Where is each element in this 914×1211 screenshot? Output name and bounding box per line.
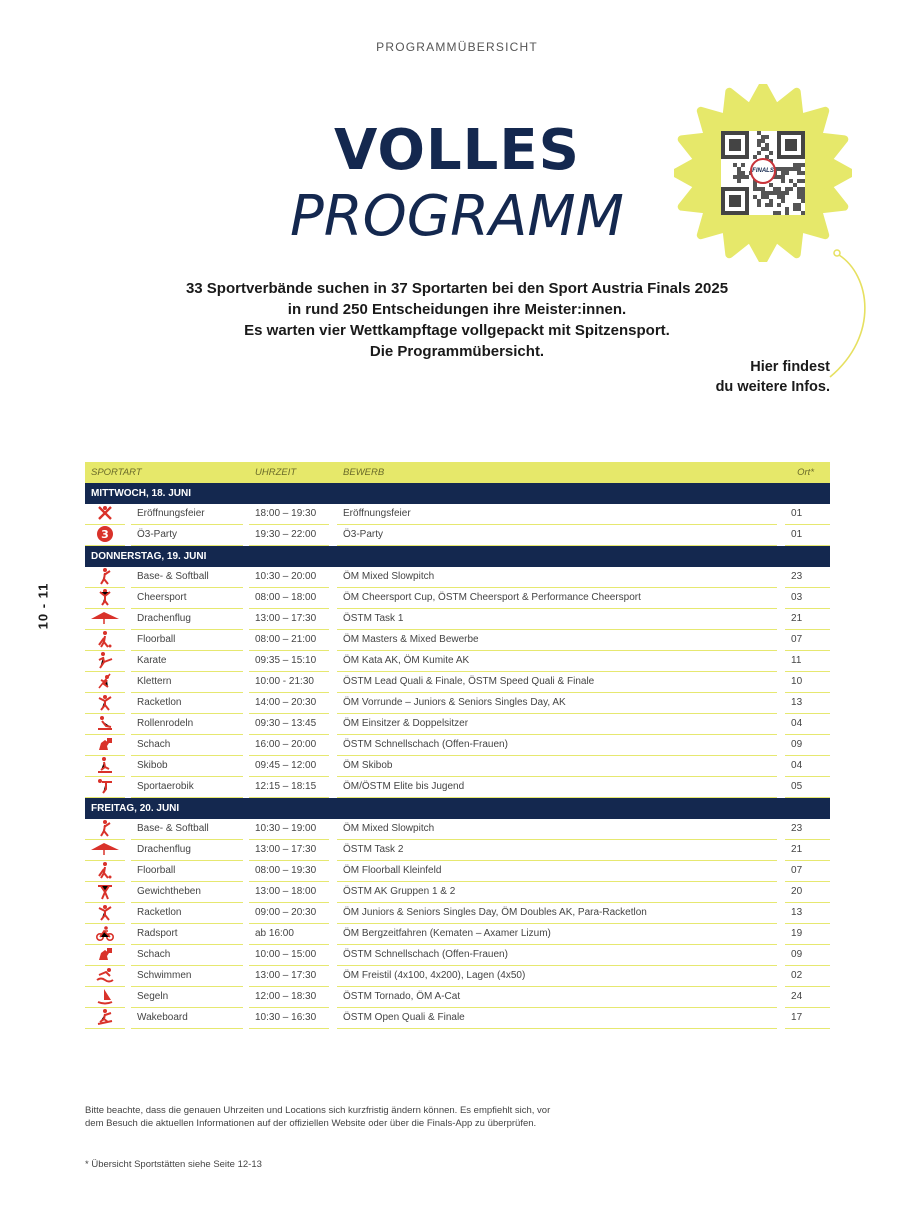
table-row <box>85 987 830 1008</box>
venue-number: 11 <box>785 651 830 672</box>
time-range: 13:00 – 17:30 <box>249 966 329 987</box>
sport-name: Base- & Softball <box>131 567 243 588</box>
baseball-icon <box>96 567 114 585</box>
day-label: MITTWOCH, 18. JUNI <box>85 483 830 504</box>
table-row <box>85 630 830 651</box>
table-row <box>85 672 830 693</box>
time-range: 09:35 – 15:10 <box>249 651 329 672</box>
event-name: ÖM/ÖSTM Elite bis Jugend <box>337 777 777 798</box>
skibob-icon <box>96 756 114 774</box>
hint-line: du weitere Infos. <box>715 379 830 395</box>
time-range: 08:00 – 21:00 <box>249 630 329 651</box>
oe3-logo-icon <box>96 525 114 543</box>
time-range: 19:30 – 22:00 <box>249 525 329 546</box>
venue-number: 20 <box>785 882 830 903</box>
table-header-row <box>85 462 830 483</box>
sport-name: Schach <box>131 945 243 966</box>
time-range: 10:00 – 15:00 <box>249 945 329 966</box>
sport-icon-cell <box>85 714 125 735</box>
aerobics-icon <box>96 777 114 795</box>
hang-glider-icon <box>90 609 120 627</box>
sport-icon-cell <box>85 903 125 924</box>
day-label: FREITAG, 20. JUNI <box>85 798 830 819</box>
event-name: ÖM Freistil (4x100, 4x200), Lagen (4x50) <box>337 966 777 987</box>
venue-number: 10 <box>785 672 830 693</box>
time-range: 09:45 – 12:00 <box>249 756 329 777</box>
intro-line: 33 Sportverbände suchen in 37 Sportarten bei den Sport Austria Finals 2025 <box>185 280 729 297</box>
sport-name: Schwimmen <box>131 966 243 987</box>
table-row <box>85 525 830 546</box>
intro-text <box>0 278 914 362</box>
table-row <box>85 945 830 966</box>
event-name: ÖM Mixed Slowpitch <box>337 567 777 588</box>
sport-icon-cell <box>85 819 125 840</box>
venue-number: 24 <box>785 987 830 1008</box>
event-name: ÖSTM Task 2 <box>337 840 777 861</box>
sport-name: Racketlon <box>131 903 243 924</box>
sport-icon-cell <box>85 966 125 987</box>
table-row <box>85 840 830 861</box>
intro-line: Die Programmübersicht. <box>369 343 545 360</box>
time-range: 09:00 – 20:30 <box>249 903 329 924</box>
time-range: 10:30 – 20:00 <box>249 567 329 588</box>
page-number-text: 10 - 11 <box>35 582 51 630</box>
sport-name: Cheersport <box>131 588 243 609</box>
venue-number: 05 <box>785 777 830 798</box>
chess-icon <box>96 735 114 753</box>
venue-number: 13 <box>785 903 830 924</box>
day-header-row <box>85 798 830 819</box>
sport-icon-cell <box>85 945 125 966</box>
time-range: 13:00 – 17:30 <box>249 609 329 630</box>
sport-icon-cell <box>85 567 125 588</box>
table-row <box>85 819 830 840</box>
col-header-event: BEWERB <box>337 462 785 483</box>
sport-icon-cell <box>85 882 125 903</box>
racketlon-icon <box>96 693 114 711</box>
sport-name: Sportaerobik <box>131 777 243 798</box>
time-range: 09:30 – 13:45 <box>249 714 329 735</box>
venue-number: 04 <box>785 714 830 735</box>
weightlifting-icon <box>96 882 114 900</box>
event-name: ÖSTM AK Gruppen 1 & 2 <box>337 882 777 903</box>
time-range: ab 16:00 <box>249 924 329 945</box>
event-name: ÖM Mixed Slowpitch <box>337 819 777 840</box>
sport-icon-cell <box>85 651 125 672</box>
table-row <box>85 756 830 777</box>
time-range: 08:00 – 19:30 <box>249 861 329 882</box>
col-header-sport: SPORTART <box>85 462 249 483</box>
swimming-icon <box>96 966 114 984</box>
note-line: Bitte beachte, dass die genauen Uhrzeiten und Locations sich kurzfristig ändern können. Es empfiehlt sich, vor <box>85 1105 551 1116</box>
time-range: 14:00 – 20:30 <box>249 693 329 714</box>
col-header-ort: Ort* <box>785 462 830 483</box>
venue-number: 23 <box>785 819 830 840</box>
table-row <box>85 924 830 945</box>
time-range: 10:30 – 19:00 <box>249 819 329 840</box>
sport-name: Gewichtheben <box>131 882 243 903</box>
table-row <box>85 903 830 924</box>
event-name: ÖM Kata AK, ÖM Kumite AK <box>337 651 777 672</box>
venue-number: 19 <box>785 924 830 945</box>
hint-line: Hier findest <box>750 359 830 375</box>
sport-name: Klettern <box>131 672 243 693</box>
day-header-row <box>85 546 830 567</box>
event-name: ÖSTM Task 1 <box>337 609 777 630</box>
venue-number: 02 <box>785 966 830 987</box>
floorball-icon <box>96 861 114 879</box>
venue-number: 13 <box>785 693 830 714</box>
table-row <box>85 777 830 798</box>
program-table <box>85 462 830 1029</box>
sport-name: Ö3-Party <box>131 525 243 546</box>
disclaimer-note <box>85 1104 605 1130</box>
event-name: ÖSTM Schnellschach (Offen-Frauen) <box>337 735 777 756</box>
table-row <box>85 651 830 672</box>
event-name: ÖM Skibob <box>337 756 777 777</box>
table-row <box>85 966 830 987</box>
time-range: 12:00 – 18:30 <box>249 987 329 1008</box>
hang-glider-icon <box>90 840 120 858</box>
sport-icon-cell <box>85 735 125 756</box>
sport-icon-cell <box>85 840 125 861</box>
time-range: 13:00 – 17:30 <box>249 840 329 861</box>
sport-icon-cell <box>85 609 125 630</box>
event-name: ÖM Floorball Kleinfeld <box>337 861 777 882</box>
sport-icon-cell <box>85 924 125 945</box>
title-programm: PROGRAMM <box>289 184 624 249</box>
wakeboard-icon <box>96 1008 114 1026</box>
sport-name: Rollenrodeln <box>131 714 243 735</box>
sport-name: Segeln <box>131 987 243 1008</box>
time-range: 13:00 – 18:00 <box>249 882 329 903</box>
table-row <box>85 735 830 756</box>
sport-icon-cell <box>85 861 125 882</box>
finals-badge: FINALS <box>750 158 776 184</box>
event-name: ÖSTM Tornado, ÖM A-Cat <box>337 987 777 1008</box>
sport-name: Karate <box>131 651 243 672</box>
intro-line: in rund 250 Entscheidungen ihre Meister:innen. <box>287 301 627 318</box>
venue-number: 23 <box>785 567 830 588</box>
table-row <box>85 609 830 630</box>
table-row <box>85 588 830 609</box>
time-range: 10:00 - 21:30 <box>249 672 329 693</box>
table-row <box>85 693 830 714</box>
sport-icon-cell <box>85 1008 125 1029</box>
footnote: * Übersicht Sportstätten siehe Seite 12-13 <box>85 1159 262 1170</box>
sport-icon-cell <box>85 504 125 525</box>
sport-icon-cell <box>85 693 125 714</box>
event-name: ÖM Juniors & Seniors Singles Day, ÖM Doubles AK, Para-Racketlon <box>337 903 777 924</box>
venue-number: 01 <box>785 504 830 525</box>
col-header-time: UHRZEIT <box>249 462 337 483</box>
sport-name: Skibob <box>131 756 243 777</box>
venue-number: 17 <box>785 1008 830 1029</box>
climbing-icon <box>96 672 114 690</box>
venue-number: 04 <box>785 756 830 777</box>
event-name: ÖM Masters & Mixed Bewerbe <box>337 630 777 651</box>
venue-number: 21 <box>785 609 830 630</box>
day-label: DONNERSTAG, 19. JUNI <box>85 546 830 567</box>
note-line: dem Besuch die aktuellen Informationen auf der offiziellen Website oder über die Finals-App zu überprüfen. <box>85 1118 537 1129</box>
baseball-icon <box>96 819 114 837</box>
venue-number: 07 <box>785 861 830 882</box>
sport-icon-cell <box>85 777 125 798</box>
title-volles: VOLLES <box>334 118 580 183</box>
sport-name: Floorball <box>131 861 243 882</box>
sport-icon-cell <box>85 588 125 609</box>
venue-number: 21 <box>785 840 830 861</box>
venue-number: 03 <box>785 588 830 609</box>
event-name: ÖM Cheersport Cup, ÖSTM Cheersport & Performance Cheersport <box>337 588 777 609</box>
cheerleading-icon <box>96 588 114 606</box>
sport-icon-cell <box>85 672 125 693</box>
table-row <box>85 861 830 882</box>
sport-icon-cell <box>85 987 125 1008</box>
venue-number: 01 <box>785 525 830 546</box>
event-name: ÖM Einsitzer & Doppelsitzer <box>337 714 777 735</box>
karate-icon <box>96 651 114 669</box>
qr-hint <box>660 357 830 397</box>
page-number <box>30 575 56 637</box>
sport-name: Radsport <box>131 924 243 945</box>
svg-text:3: 3 <box>101 528 109 542</box>
time-range: 18:00 – 19:30 <box>249 504 329 525</box>
sport-name: Base- & Softball <box>131 819 243 840</box>
sport-name: Eröffnungsfeier <box>131 504 243 525</box>
event-name: ÖSTM Schnellschach (Offen-Frauen) <box>337 945 777 966</box>
event-name: ÖSTM Open Quali & Finale <box>337 1008 777 1029</box>
time-range: 12:15 – 18:15 <box>249 777 329 798</box>
table-row <box>85 567 830 588</box>
event-name: ÖM Bergzeitfahren (Kematen – Axamer Lizum) <box>337 924 777 945</box>
sport-name: Drachenflug <box>131 609 243 630</box>
event-name: Ö3-Party <box>337 525 777 546</box>
venue-number: 09 <box>785 735 830 756</box>
sport-name: Drachenflug <box>131 840 243 861</box>
table-row <box>85 504 830 525</box>
event-name: Eröffnungsfeier <box>337 504 777 525</box>
day-header-row <box>85 483 830 504</box>
sport-icon-cell <box>85 630 125 651</box>
cycling-icon <box>96 924 114 942</box>
event-name: ÖM Vorrunde – Juniors & Seniors Singles Day, AK <box>337 693 777 714</box>
sport-name: Schach <box>131 735 243 756</box>
time-range: 10:30 – 16:30 <box>249 1008 329 1029</box>
chess-icon <box>96 945 114 963</box>
floorball-icon <box>96 630 114 648</box>
luge-icon <box>96 714 114 732</box>
venue-number: 07 <box>785 630 830 651</box>
table-row <box>85 882 830 903</box>
event-name: ÖSTM Lead Quali & Finale, ÖSTM Speed Quali & Finale <box>337 672 777 693</box>
time-range: 16:00 – 20:00 <box>249 735 329 756</box>
time-range: 08:00 – 18:00 <box>249 588 329 609</box>
venue-number: 09 <box>785 945 830 966</box>
intro-line: Es warten vier Wettkampftage vollgepackt mit Spitzensport. <box>244 322 670 339</box>
racketlon-icon <box>96 903 114 921</box>
sport-name: Floorball <box>131 630 243 651</box>
sport-icon-cell <box>85 756 125 777</box>
table-row <box>85 714 830 735</box>
section-kicker: PROGRAMMÜBERSICHT <box>376 40 538 54</box>
sport-icon-cell <box>85 525 125 546</box>
ceremony-icon <box>96 504 114 522</box>
table-row <box>85 1008 830 1029</box>
sport-name: Wakeboard <box>131 1008 243 1029</box>
sailing-icon <box>96 987 114 1005</box>
sport-name: Racketlon <box>131 693 243 714</box>
